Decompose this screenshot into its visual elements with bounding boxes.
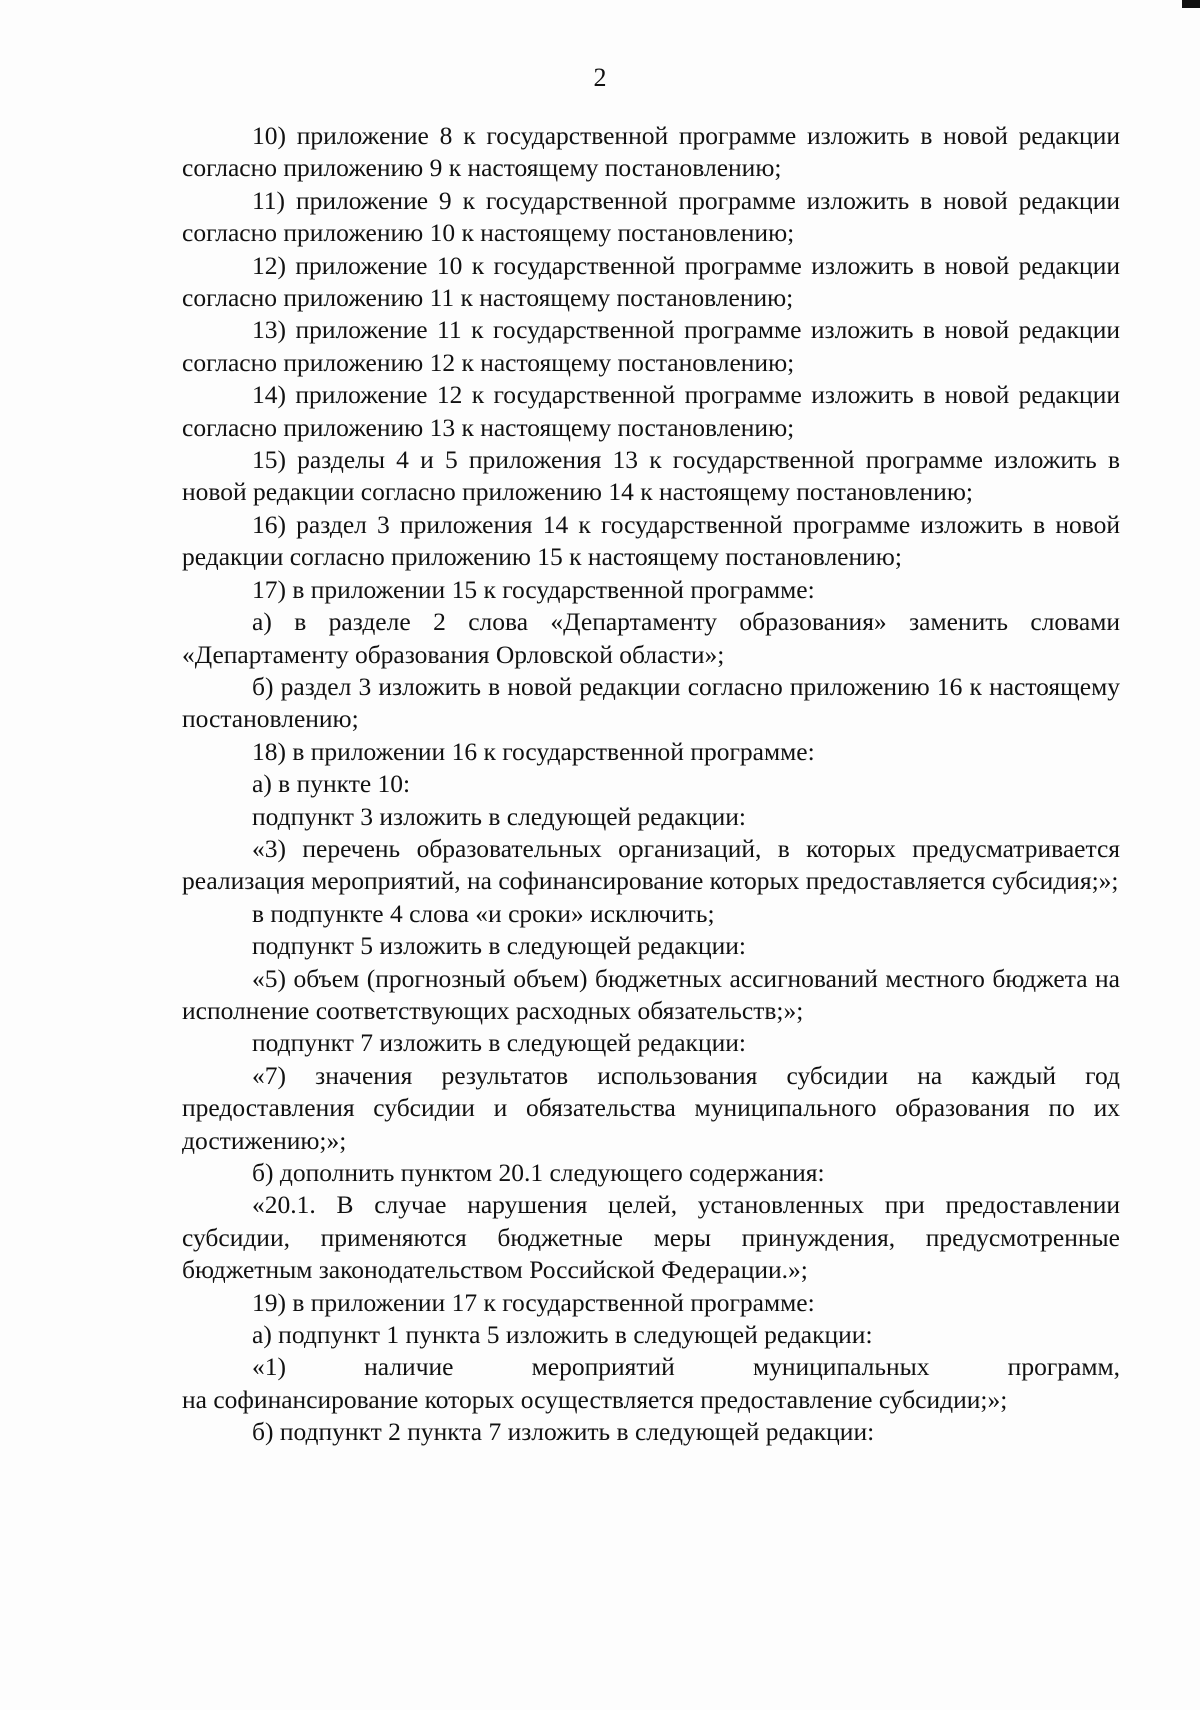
paragraph-subitem-4: в подпункте 4 слова «и сроки» исключить; — [252, 898, 715, 928]
paragraph-item-17: 17) в приложении 15 к государственной программе: — [252, 574, 815, 604]
paragraph-item-10: 10) приложение 8 к государственной программе изложить в новой редакции согласно приложению 9 к настоящему постановлению; — [182, 121, 1120, 183]
paragraph-subitem-3-intro: подпункт 3 изложить в следующей редакции: — [252, 801, 746, 831]
paragraph-item-19: 19) в приложении 17 к государственной программе: — [252, 1287, 815, 1317]
paragraph-item-18b: б) дополнить пунктом 20.1 следующего содержания: — [252, 1158, 825, 1187]
scan-corner-mark — [1182, 0, 1200, 8]
document-body — [182, 120, 1120, 1449]
paragraph-subitem-5-text: «5) объем (прогнозный объем) бюджетных ассигнований местного бюджета на исполнение соответствующих расходных обязательств;»; — [182, 963, 1120, 1025]
paragraph-item-17b: б) раздел 3 изложить в новой редакции согласно приложению 16 к настоящему постановлению; — [182, 671, 1120, 734]
paragraph-item-19a-quote: «1) наличие мероприятий муниципальных программ, — [252, 1352, 1120, 1382]
paragraph-item-18a: а) в пункте 10: — [252, 769, 411, 799]
paragraph-subitem-7-intro: подпункт 7 изложить в следующей редакции: — [252, 1028, 746, 1058]
paragraph-item-20-1: «20.1. В случае нарушения целей, установленных при предоставлении субсидии, применяются бюджетные меры принуждения, предусмотренные бюджетным законодательством Российской Федерации.»; — [182, 1190, 1120, 1285]
paragraph-subitem-5-intro: подпункт 5 изложить в следующей редакции: — [252, 931, 746, 961]
paragraph-subitem-7-text: «7) значения результатов использования субсидии на каждый год предоставления субсидии и обязательства муниципального образования по их достижению;»; — [182, 1060, 1120, 1155]
paragraph-item-12: 12) приложение 10 к государственной программе изложить в новой редакции согласно приложению 11 к настоящему постановлению; — [182, 250, 1120, 313]
paragraph-item-18: 18) в приложении 16 к государственной программе: — [252, 736, 815, 766]
paragraph-item-19b: б) подпункт 2 пункта 7 изложить в следующей редакции: — [252, 1417, 875, 1447]
paragraph-item-14: 14) приложение 12 к государственной программе изложить в новой редакции согласно приложению 13 к настоящему постановлению; — [182, 380, 1120, 442]
paragraph-item-17a: а) в разделе 2 слова «Департаменту образования» заменить словами «Департаменту образования Орловской области»; — [182, 607, 1120, 669]
page-number: 2 — [593, 63, 607, 92]
paragraph-item-13: 13) приложение 11 к государственной программе изложить в новой редакции согласно приложению 12 к настоящему постановлению; — [182, 315, 1120, 377]
paragraph-item-19a-continuation: на софинансирование которых осуществляется предоставление субсидии;»; — [182, 1384, 1008, 1414]
paragraph-item-15: 15) разделы 4 и 5 приложения 13 к государственной программе изложить в новой редакции согласно приложению 14 к настоящему постановлению; — [182, 445, 1120, 507]
paragraph-subitem-3-text: «3) перечень образовательных организаций, в которых предусматривается реализация мероприятий, на софинансирование которых предоставляется субсидия;»; — [182, 833, 1120, 896]
paragraph-item-11: 11) приложение 9 к государственной программе изложить в новой редакции согласно приложению 10 к настоящему постановлению; — [182, 185, 1120, 248]
paragraph-item-16: 16) раздел 3 приложения 14 к государственной программе изложить в новой редакции согласно приложению 15 к настоящему постановлению; — [182, 509, 1120, 572]
paragraph-item-19a: а) подпункт 1 пункта 5 изложить в следующей редакции: — [252, 1320, 873, 1350]
